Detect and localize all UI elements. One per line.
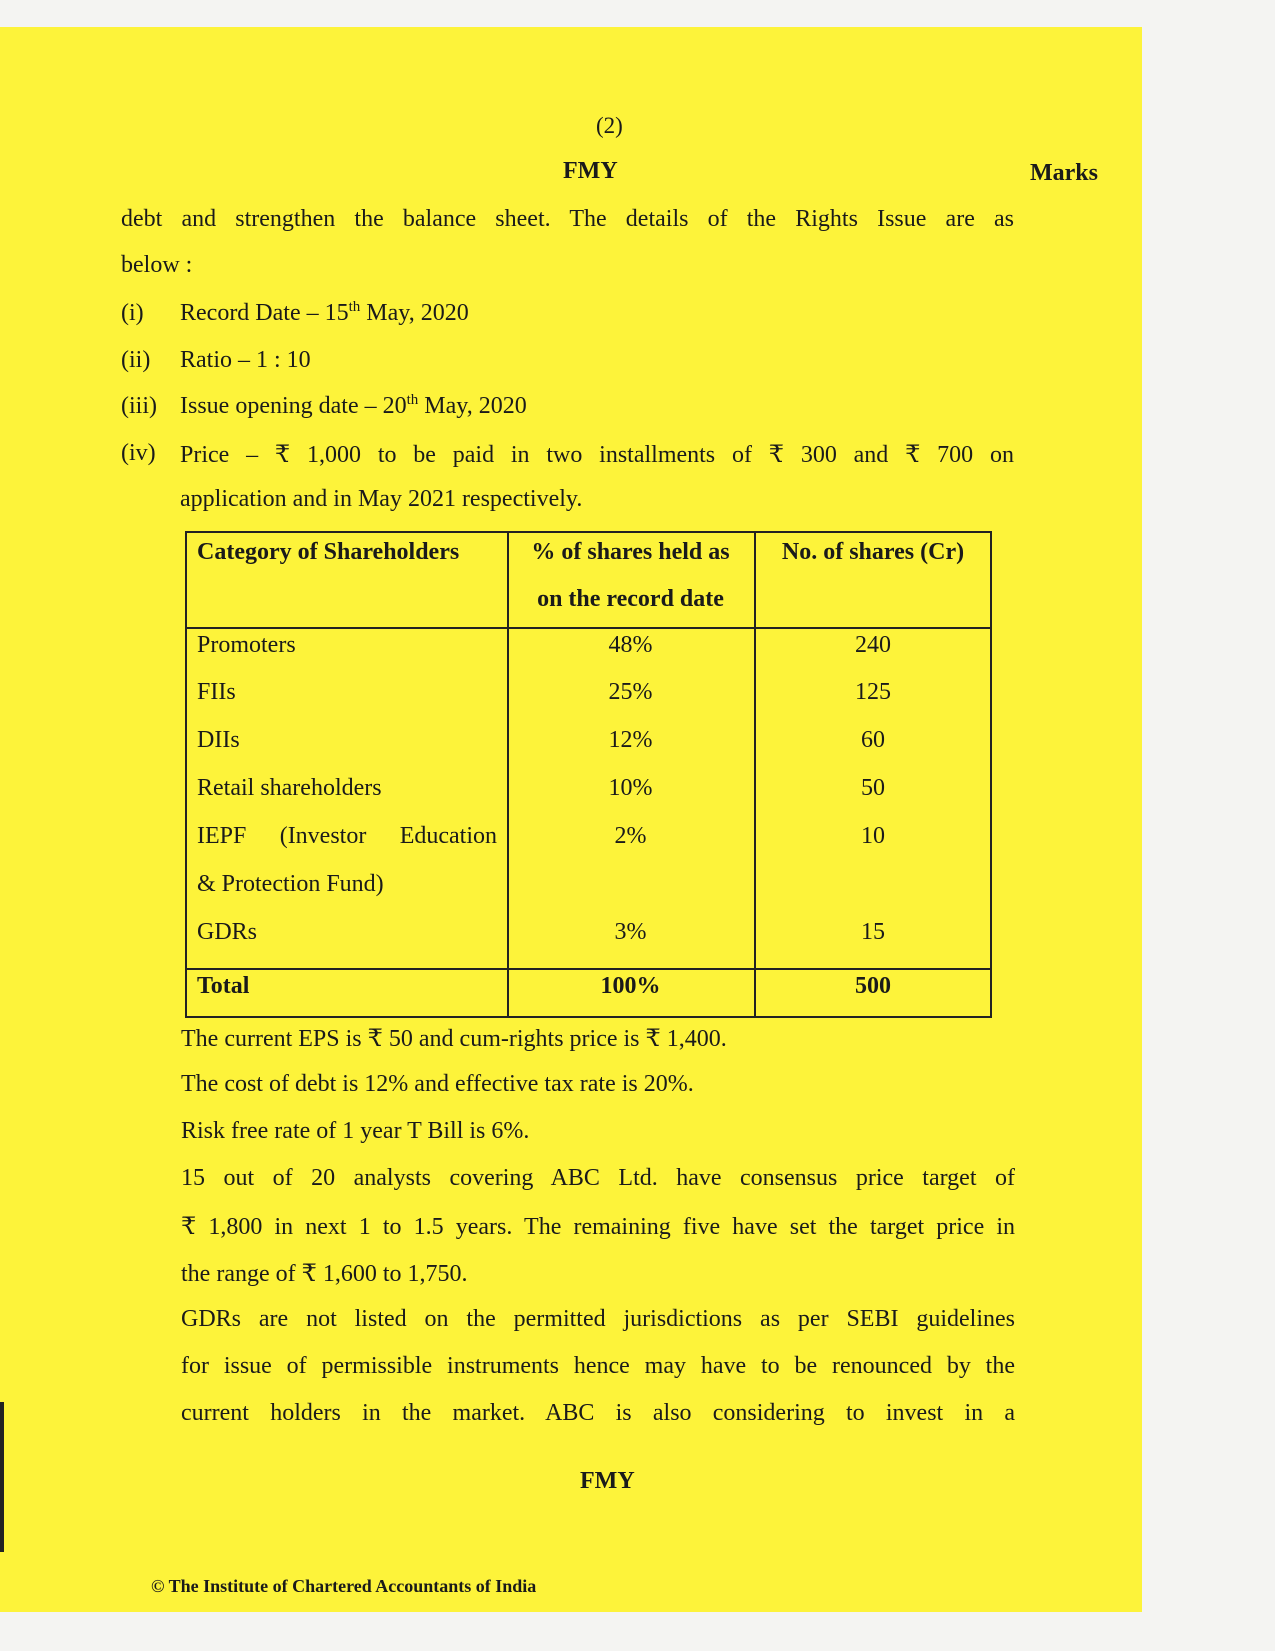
table-cell-category-line2: & Protection Fund) — [197, 871, 384, 897]
list-item: Record Date – 15th May, 2020 — [180, 299, 469, 326]
table-cell-category: Promoters — [197, 632, 296, 658]
list-item-continuation: application and in May 2021 respectively. — [180, 486, 583, 512]
table-cell-shares: 15 — [861, 919, 885, 945]
table-cell-category: IEPF (Investor Education — [197, 823, 497, 849]
intro-line-1: debt and strengthen the balance sheet. The details of the Rights Issue are as — [121, 206, 1014, 232]
table-cell-shares: 60 — [861, 727, 885, 753]
table-cell-category: Retail shareholders — [197, 775, 382, 801]
list-item-number: (iii) — [121, 393, 157, 419]
table-cell-percent: 3% — [614, 919, 647, 945]
table-total-shares: 500 — [855, 973, 891, 999]
list-item: Price – ₹ 1,000 to be paid in two installments of ₹ 300 and ₹ 700 on — [180, 442, 1014, 468]
footer-paper-code: FMY — [580, 1468, 635, 1494]
table-cell-percent: 10% — [608, 775, 653, 801]
copyright-notice: © The Institute of Chartered Accountants of India — [151, 1576, 537, 1596]
table-cell-shares: 240 — [855, 632, 891, 658]
table-header-percent-line2: on the record date — [537, 586, 724, 612]
table-header-category: Category of Shareholders — [197, 539, 460, 565]
shareholding-table — [185, 531, 992, 1018]
table-cell-shares: 10 — [861, 823, 885, 849]
paper-code: FMY — [563, 158, 618, 184]
page-number: (2) — [596, 113, 623, 138]
table-header-percent: % of shares held as — [531, 539, 730, 565]
table-header-shares: No. of shares (Cr) — [781, 539, 965, 565]
list-item-number: (i) — [121, 300, 144, 326]
table-cell-percent: 12% — [608, 727, 653, 753]
marks-label: Marks — [1030, 160, 1098, 186]
intro-line-2: below : — [121, 252, 193, 278]
table-cell-percent: 2% — [614, 823, 647, 849]
table-cell-shares: 50 — [861, 775, 885, 801]
list-item-number: (ii) — [121, 347, 151, 373]
list-item: Issue opening date – 20th May, 2020 — [180, 392, 527, 419]
body-line: Risk free rate of 1 year T Bill is 6%. — [181, 1118, 530, 1144]
list-item-number: (iv) — [121, 440, 156, 466]
body-line: current holders in the market. ABC is also considering to invest in a — [181, 1400, 1015, 1426]
body-line: ₹ 1,800 in next 1 to 1.5 years. The remaining five have set the target price in — [181, 1214, 1015, 1240]
table-cell-shares: 125 — [855, 679, 891, 705]
scan-edge-mark — [0, 1402, 4, 1552]
table-cell-category: GDRs — [197, 919, 258, 945]
table-cell-category: FIIs — [197, 679, 236, 705]
table-cell-percent: 48% — [608, 632, 653, 658]
table-total-label: Total — [197, 973, 250, 999]
body-line: The current EPS is ₹ 50 and cum-rights price is ₹ 1,400. — [181, 1026, 727, 1052]
body-line: The cost of debt is 12% and effective tax rate is 20%. — [181, 1071, 694, 1097]
body-line: the range of ₹ 1,600 to 1,750. — [181, 1261, 468, 1287]
body-line: GDRs are not listed on the permitted jurisdictions as per SEBI guidelines — [181, 1306, 1015, 1332]
table-cell-category: DIIs — [197, 727, 240, 753]
body-line: 15 out of 20 analysts covering ABC Ltd. have consensus price target of — [181, 1165, 1015, 1191]
table-cell-percent: 25% — [608, 679, 653, 705]
body-line: for issue of permissible instruments hence may have to be renounced by the — [181, 1353, 1015, 1379]
table-total-percent: 100% — [600, 973, 661, 999]
list-item: Ratio – 1 : 10 — [180, 347, 311, 373]
